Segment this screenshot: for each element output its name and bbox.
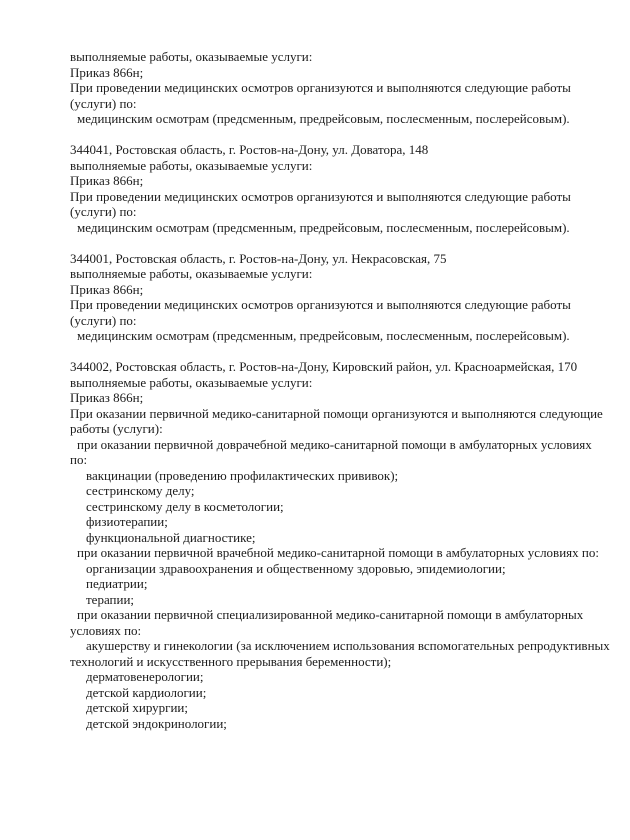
- text-line: сестринскому делу;: [86, 483, 195, 498]
- text-line: При оказании первичной медико-санитарной помощи организуются и выполняются следующие: [70, 405, 603, 421]
- text-line: детской хирургии;: [86, 700, 189, 715]
- text-line: При проведении медицинских осмотров организуются и выполняются следующие работы: [70, 80, 571, 95]
- blank-line: [70, 127, 590, 143]
- text-line: При проведении медицинских осмотров организуются и выполняются следующие работы: [70, 297, 571, 312]
- text-line: (услуги) по:: [70, 204, 137, 219]
- text-line: педиатрии;: [86, 576, 148, 591]
- text-line: 344001, Ростовская область, г. Ростов-на-Дону, ул. Некрасовская, 75: [70, 250, 447, 266]
- text-line: Приказ 866н;: [70, 64, 144, 80]
- blank-line: [70, 235, 590, 251]
- text-line: работы (услуги):: [70, 421, 163, 436]
- text-line: выполняемые работы, оказываемые услуги:: [70, 266, 313, 281]
- text-line: (услуги) по:: [70, 95, 137, 111]
- text-line: выполняемые работы, оказываемые услуги:: [70, 374, 313, 390]
- text-line: детской эндокринологии;: [86, 715, 227, 731]
- text-line: физиотерапии;: [86, 514, 168, 529]
- text-line: детской кардиологии;: [86, 684, 207, 700]
- text-line: выполняемые работы, оказываемые услуги:: [70, 157, 313, 173]
- text-line: при оказании первичной доврачебной медико-санитарной помощи в амбулаторных условиях: [77, 436, 592, 452]
- document-body: [70, 49, 610, 731]
- text-line: организации здравоохранения и общественному здоровью, эпидемиологии;: [86, 560, 506, 576]
- text-line: Приказ 866н;: [70, 281, 144, 297]
- text-line: медицинским осмотрам (предсменным, предрейсовым, послесменным, послерейсовым).: [77, 328, 570, 343]
- text-line: по:: [70, 452, 88, 467]
- text-line: Приказ 866н;: [70, 390, 144, 405]
- text-line: технологий и искусственного прерывания беременности);: [70, 653, 392, 669]
- text-line: дерматовенерологии;: [86, 669, 204, 684]
- text-line: Приказ 866н;: [70, 173, 144, 188]
- text-line: 344041, Ростовская область, г. Ростов-на-Дону, ул. Доватора, 148: [70, 142, 429, 157]
- text-line: при оказании первичной специализированной медико-санитарной помощи в амбулаторных: [77, 607, 584, 622]
- text-line: 344002, Ростовская область, г. Ростов-на-Дону, Кировский район, ул. Красноармейская, 170: [70, 359, 578, 374]
- text-line: сестринскому делу в косметологии;: [86, 498, 284, 514]
- text-line: медицинским осмотрам (предсменным, предрейсовым, послесменным, послерейсовым).: [77, 219, 570, 235]
- text-line: (услуги) по:: [70, 312, 137, 328]
- text-line: условиях по:: [70, 622, 142, 638]
- blank-line: [70, 344, 590, 360]
- text-line: акушерству и гинекологии (за исключением использования вспомогательных репродуктивных: [86, 638, 610, 653]
- text-line: выполняемые работы, оказываемые услуги:: [70, 49, 313, 64]
- text-line: медицинским осмотрам (предсменным, предрейсовым, послесменным, послерейсовым).: [77, 111, 570, 126]
- text-line: при оказании первичной врачебной медико-санитарной помощи в амбулаторных условиях по:: [77, 545, 599, 560]
- text-line: функциональной диагностике;: [86, 529, 256, 545]
- text-line: терапии;: [86, 591, 135, 607]
- text-line: При проведении медицинских осмотров организуются и выполняются следующие работы: [70, 188, 571, 204]
- text-line: вакцинации (проведению профилактических прививок);: [86, 467, 399, 483]
